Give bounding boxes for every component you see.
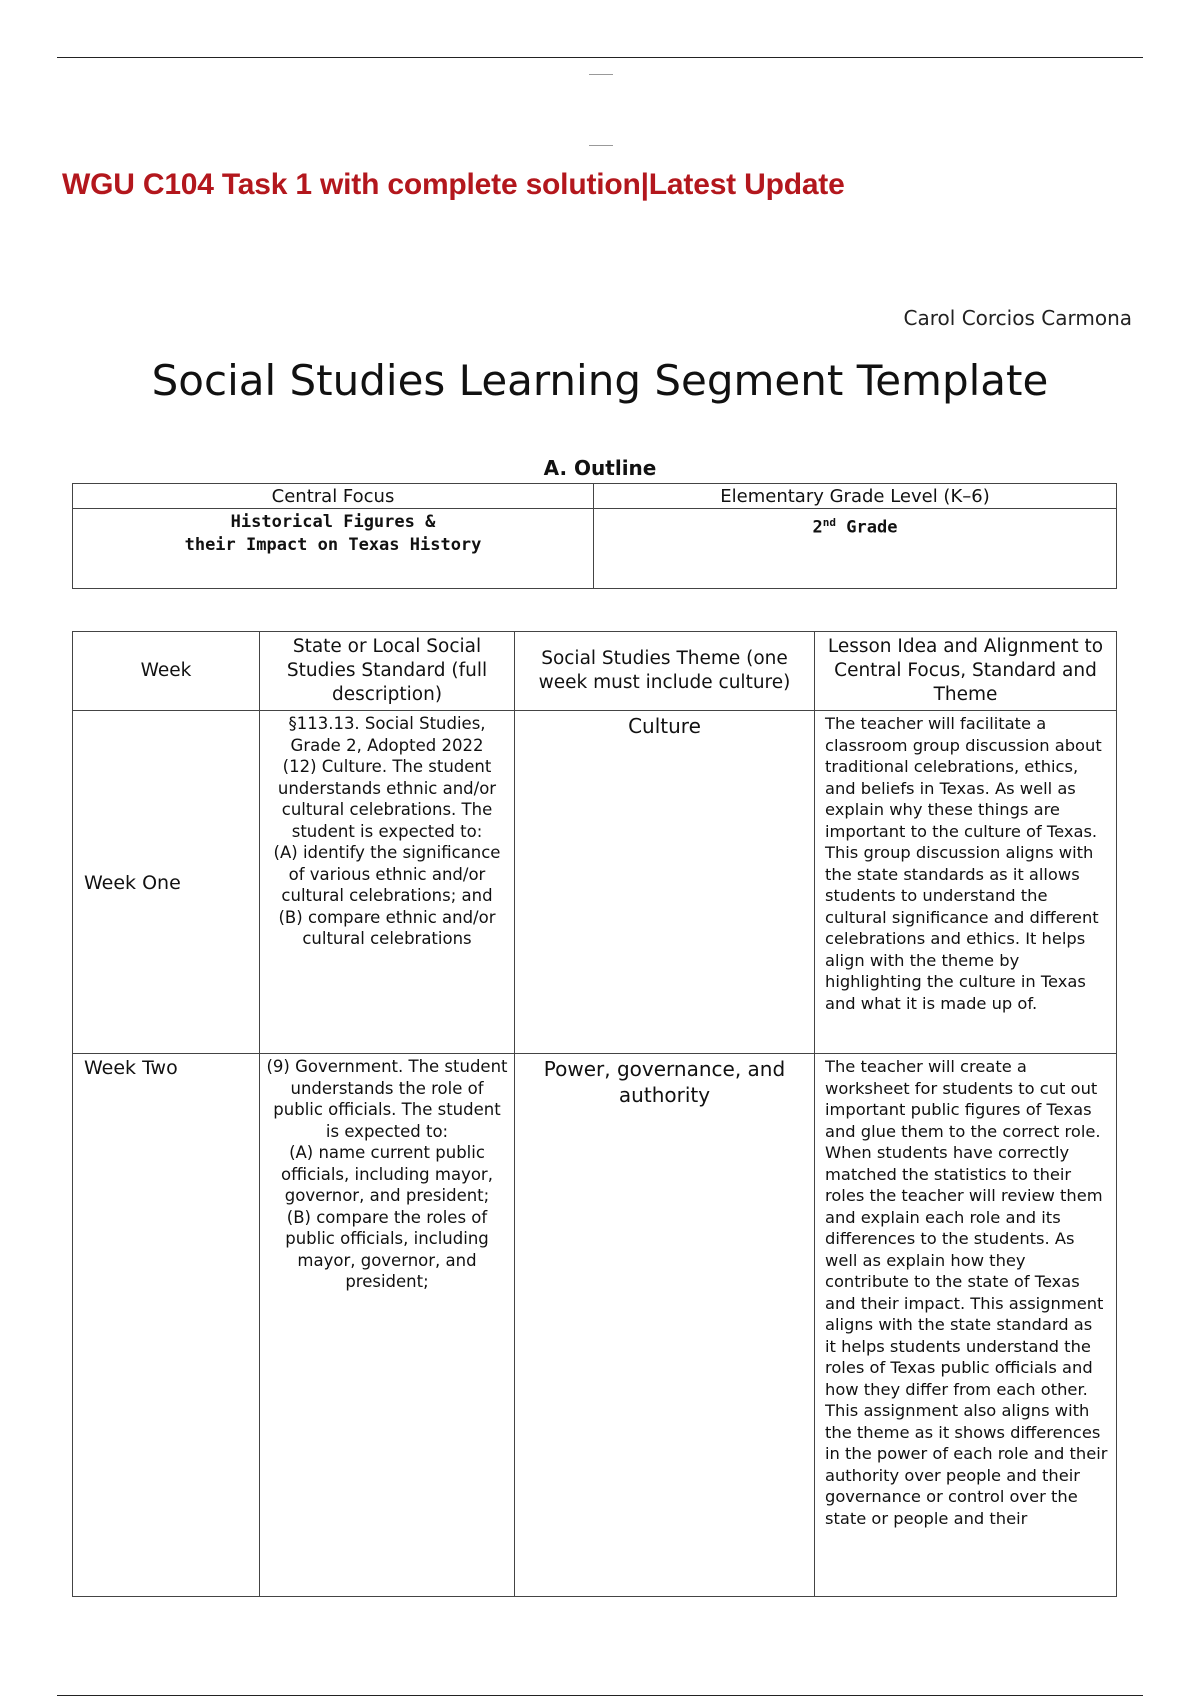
lesson-cell: The teacher will facilitate a classroom group discussion about traditional celebrations, ethics, and beliefs in Texas. As well as explain why these things are important to the culture of Texas. This group discussion aligns with the state standards as it allows students to understand the cultural significance and different celebrations and ethics. It helps align with the theme by highlighting the culture in Texas and what it is made up of. — [815, 711, 1117, 1054]
standard-header: State or Local Social Studies Standard (full description) — [260, 632, 515, 711]
standard-paragraph: (B) compare the roles of public officials, including mayor, governor, and president; — [285, 1207, 489, 1291]
standard-paragraph: (12) Culture. The student understands ethnic and/or cultural celebrations. The student is expected to: — [277, 757, 497, 841]
grade-number: 2 — [812, 517, 823, 538]
author-name: Carol Corcios Carmona — [903, 306, 1132, 330]
page-title: Social Studies Learning Segment Template — [151, 356, 1049, 405]
grade-level-cell — [594, 509, 1117, 589]
learning-segment-table — [72, 631, 1117, 1597]
outline-value-row — [73, 509, 1117, 589]
header-mark — [589, 74, 613, 75]
standard-cell — [260, 711, 515, 1054]
theme-cell: Power, governance, and authority — [515, 1054, 815, 1597]
central-focus-cell — [73, 509, 594, 589]
central-focus-line: their Impact on Texas History — [184, 535, 482, 555]
section-heading: A. Outline — [543, 456, 657, 480]
week-cell: Week Two — [73, 1054, 260, 1597]
standard-paragraph: (B) compare ethnic and/or cultural celebrations — [278, 907, 496, 948]
grade-level-header: Elementary Grade Level (K–6) — [594, 484, 1117, 509]
table-row — [73, 1054, 1117, 1597]
standard-cell — [260, 1054, 515, 1597]
week-cell: Week One — [73, 711, 260, 1054]
document-title: WGU C104 Task 1 with complete solution|Latest Update — [62, 168, 845, 201]
standard-paragraph: §113.13. Social Studies, Grade 2, Adopted 2022 — [288, 714, 486, 755]
table-row — [73, 711, 1117, 1054]
outline-header-row — [73, 484, 1117, 509]
header-mark — [589, 145, 613, 146]
standard-paragraph: (A) identify the significance of various ethnic and/or cultural celebrations; and — [273, 843, 501, 905]
grade-word: Grade — [846, 517, 898, 538]
outline-table — [72, 483, 1117, 589]
central-focus-line: Historical Figures & — [230, 512, 436, 532]
lesson-header: Lesson Idea and Alignment to Central Focus, Standard and Theme — [815, 632, 1117, 711]
segment-header-row — [73, 632, 1117, 711]
theme-header: Social Studies Theme (one week must include culture) — [515, 632, 815, 711]
standard-paragraph: (A) name current public officials, including mayor, governor, and president; — [281, 1143, 493, 1205]
lesson-text: The teacher will create a worksheet for students to cut out important public figures of Texas and glue them to the correct role. When students have correctly matched the statistics to their roles the teacher will review them and explain each role and its differences to the students. As well as explain how they contribute to the state of Texas and their impact. This assignment aligns with the state standard as it helps students understand the roles of Texas public officials and how they differ from each other. This assignment also aligns with the theme as it shows differences in the power of each role and their authority over people and their governance or control over the state or people and their — [825, 1057, 1108, 1528]
theme-cell: Culture — [515, 711, 815, 1054]
bottom-rule — [57, 1695, 1143, 1696]
top-rule — [57, 57, 1143, 58]
standard-paragraph: (9) Government. The student understands the role of public officials. The student is expected to: — [266, 1057, 508, 1141]
week-header: Week — [73, 632, 260, 711]
grade-suffix: nd — [822, 516, 837, 529]
central-focus-header: Central Focus — [73, 484, 594, 509]
lesson-cell — [815, 1054, 1117, 1597]
